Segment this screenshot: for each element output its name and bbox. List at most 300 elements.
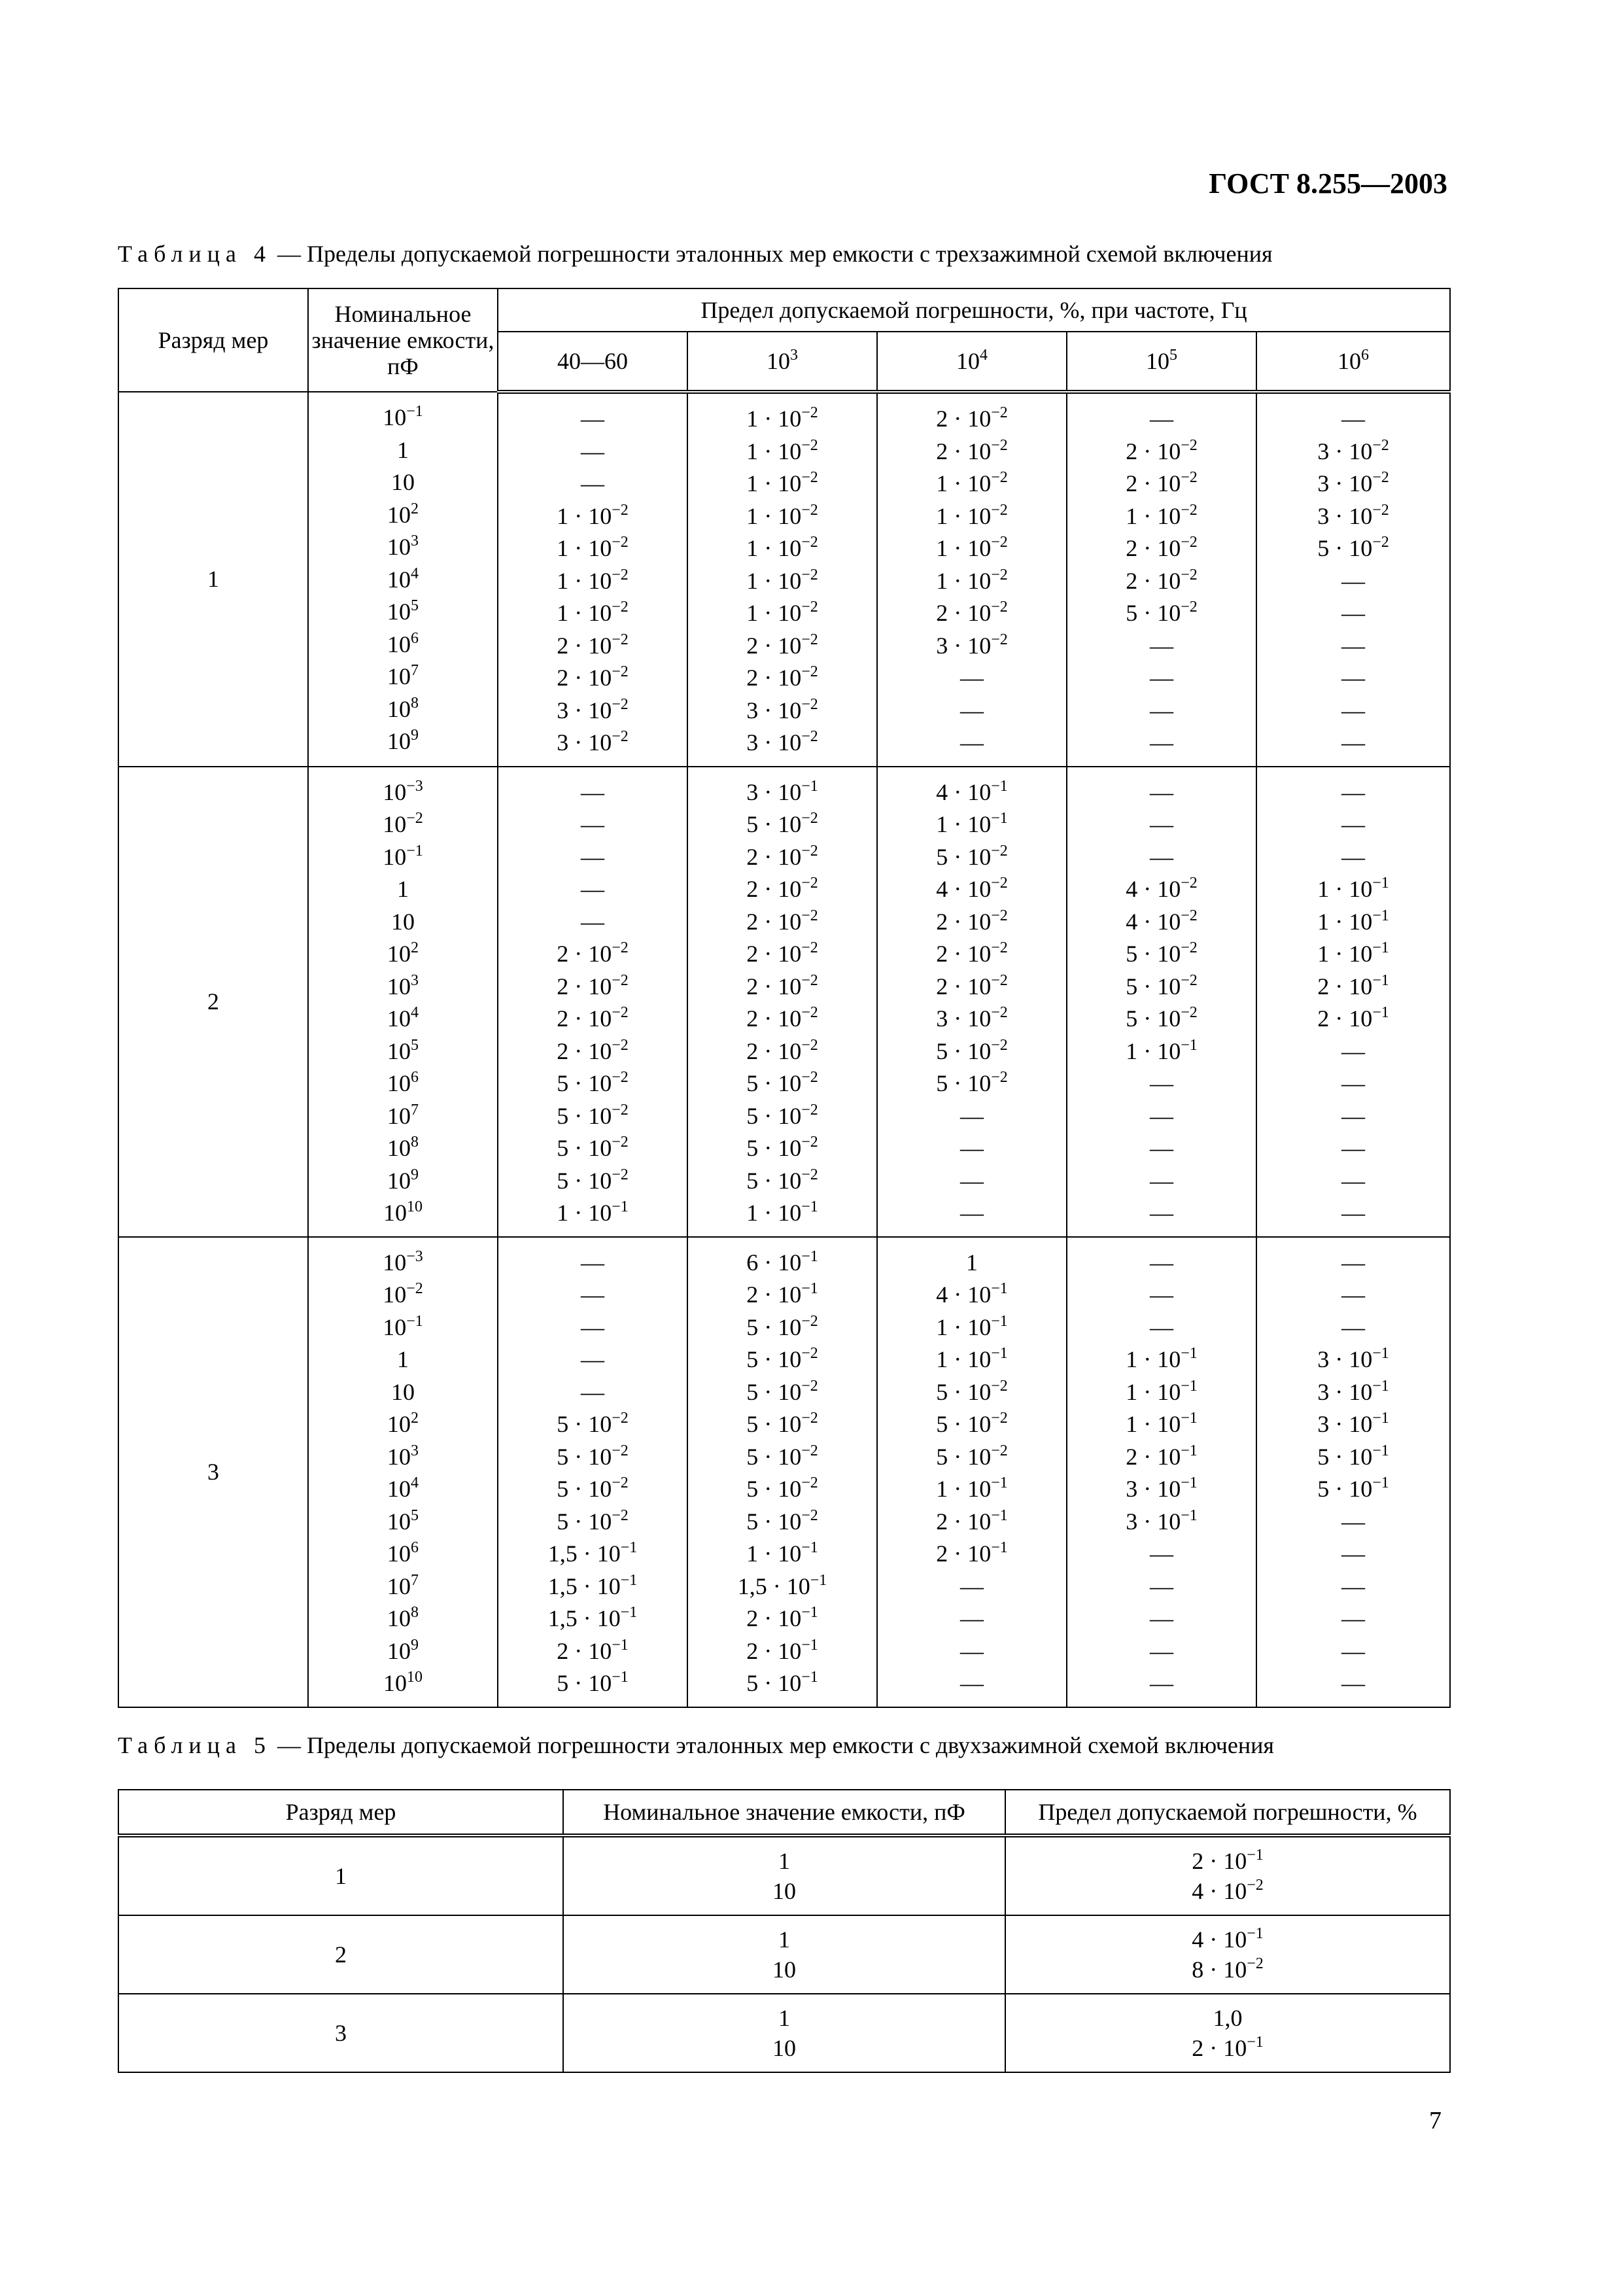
table4-value: $1 \cdot 10^{-2}$ <box>936 566 1008 594</box>
table4-value: $2 \cdot 10^{-2}$ <box>1126 469 1198 496</box>
table4-value: $2 \cdot 10^{-2}$ <box>557 971 629 1000</box>
table4-value: — <box>1341 567 1366 594</box>
table4-header-freq: $10^3$ <box>687 332 877 392</box>
table4-value: $3 \cdot 10^{-1}$ <box>1317 1377 1389 1405</box>
table4-limit-cell <box>1067 767 1256 1237</box>
table4-value: — <box>960 1200 984 1226</box>
table4-value: $3 \cdot 10^{-2}$ <box>746 695 818 723</box>
table4-value: $5 \cdot 10^{-2}$ <box>557 1166 629 1194</box>
table4-value: $5 \cdot 10^{-2}$ <box>936 842 1008 870</box>
table4-value: $4 \cdot 10^{-2}$ <box>936 875 1008 902</box>
table4-value: $5 \cdot 10^{-1}$ <box>557 1669 629 1696</box>
table4-value: $1 \cdot 10^{-2}$ <box>557 501 629 529</box>
table4-value: $1 \cdot 10^{-2}$ <box>746 404 818 432</box>
table4-value: $1 \cdot 10^{-1}$ <box>936 1345 1008 1372</box>
table4-value: $2 \cdot 10^{-2}$ <box>1126 436 1198 464</box>
table4-value: $2 \cdot 10^{-2}$ <box>936 971 1008 1000</box>
table4-value: — <box>1341 1313 1366 1340</box>
table4-value: $1,5 \cdot 10^{-1}$ <box>547 1539 638 1567</box>
table4-value: $10^4$ <box>387 1474 419 1502</box>
table4-value: $10^2$ <box>387 939 419 967</box>
table4-value: — <box>581 470 604 496</box>
table4-value: $6 \cdot 10^{-1}$ <box>746 1247 818 1276</box>
table4-value: — <box>1150 1167 1173 1194</box>
table4-header-freq: $10^5$ <box>1067 332 1256 392</box>
table4-value: — <box>1150 843 1173 870</box>
table4-value: — <box>960 1637 984 1664</box>
table4-value: $1 \cdot 10^{-1}$ <box>1317 875 1389 902</box>
table4-value: $10^{-1}$ <box>383 403 423 430</box>
table4 <box>118 288 1451 1708</box>
table5-caption-lead: Таблица 5 <box>118 1732 271 1758</box>
table4-value: $1 \cdot 10^{-1}$ <box>1126 1377 1198 1405</box>
table4-value: $10^6$ <box>387 1539 419 1567</box>
table4-value: $5 \cdot 10^{-2}$ <box>1126 1004 1198 1032</box>
table4-value: $5 \cdot 10^{-1}$ <box>1317 1474 1389 1502</box>
table5-nominal-cell <box>563 1835 1005 1915</box>
table4-value: — <box>1150 1200 1173 1226</box>
table4-value: $1 \cdot 10^{-2}$ <box>746 566 818 594</box>
table4-value: $2 \cdot 10^{-2}$ <box>746 875 818 902</box>
table4-value: — <box>1341 665 1366 691</box>
table4-limit-cell <box>877 767 1067 1237</box>
table4-value: $2 \cdot 10^{-2}$ <box>746 842 818 870</box>
table4-value: $2 \cdot 10^{-2}$ <box>557 631 629 659</box>
table4-value: — <box>1341 600 1366 626</box>
table4-value: — <box>1341 632 1366 659</box>
table4-value: — <box>581 908 604 935</box>
table4-limit-cell <box>1067 392 1256 767</box>
table4-value: — <box>1341 729 1366 756</box>
table4-header-freq: $10^6$ <box>1256 332 1450 392</box>
table4-value: $5 \cdot 10^{-2}$ <box>557 1069 629 1096</box>
table4-value: $5 \cdot 10^{-2}$ <box>936 1036 1008 1064</box>
table4-value: — <box>960 665 984 691</box>
table4-limit-cell <box>498 392 687 767</box>
table4-value: $2 \cdot 10^{-2}$ <box>557 939 629 967</box>
table5-row <box>118 1915 1450 1994</box>
table4-value: $10^6$ <box>387 1069 419 1096</box>
table4-value: $2 \cdot 10^{-2}$ <box>1126 534 1198 561</box>
table4-value: $10^7$ <box>387 1101 419 1129</box>
table4-value: — <box>581 811 604 837</box>
table4-value: $1 \cdot 10^{-1}$ <box>1317 907 1389 935</box>
table4-value: $10^{-2}$ <box>383 1280 423 1308</box>
table4-value: $10^9$ <box>387 1636 419 1664</box>
table4-value: $2 \cdot 10^{-1}$ <box>1317 971 1389 1000</box>
table4-value: $10^{10}$ <box>383 1198 423 1226</box>
table4-value: 10 <box>391 469 415 495</box>
table4-limit-cell <box>687 1237 877 1707</box>
table5-value: $4 \cdot 10^{-2}$ <box>1192 1877 1264 1904</box>
table4-value: $10^4$ <box>387 565 419 593</box>
table4-value: — <box>1341 697 1366 723</box>
table4-value: $1 \cdot 10^{-1}$ <box>1126 1345 1198 1372</box>
table5-value: $2 \cdot 10^{-1}$ <box>1192 2034 1264 2061</box>
table4-value: — <box>581 1378 604 1405</box>
table4-value: $3 \cdot 10^{-2}$ <box>936 1004 1008 1032</box>
table4-value: — <box>1341 778 1366 805</box>
table4-value: $5 \cdot 10^{-2}$ <box>557 1134 629 1161</box>
table4-value: $10^9$ <box>387 727 419 754</box>
table4-value: — <box>581 843 604 870</box>
table4-value: $5 \cdot 10^{-2}$ <box>557 1410 629 1437</box>
table4-value: $3 \cdot 10^{-2}$ <box>557 728 629 756</box>
table4-value: $10^5$ <box>387 1506 419 1535</box>
table4-limit-cell <box>498 1237 687 1707</box>
table4-value: $2 \cdot 10^{-2}$ <box>746 1004 818 1032</box>
table4-value: $2 \cdot 10^{-2}$ <box>557 1036 629 1064</box>
table4-value: $2 \cdot 10^{-1}$ <box>1317 1004 1389 1032</box>
table4-value: $2 \cdot 10^{-2}$ <box>746 971 818 1000</box>
table4-value: 10 <box>391 1378 415 1405</box>
table4-value: $2 \cdot 10^{-1}$ <box>936 1506 1008 1535</box>
table4-value: $10^4$ <box>387 1004 419 1032</box>
table4-value: $10^8$ <box>387 1604 419 1631</box>
table4-value: $10^{-1}$ <box>383 1312 423 1340</box>
table4-limit-cell <box>687 392 877 767</box>
table4-value: — <box>581 1346 604 1372</box>
table5-value: 1,0 <box>1213 2005 1243 2031</box>
table5-value: $8 \cdot 10^{-2}$ <box>1192 1955 1264 1983</box>
table4-nominal-cell <box>308 392 498 767</box>
table4-nominal-cell <box>308 767 498 1237</box>
table4-value: $2 \cdot 10^{-2}$ <box>746 631 818 659</box>
table4-limit-cell <box>877 1237 1067 1707</box>
table4-caption <box>118 239 1445 268</box>
table4-value: 1 <box>397 876 409 902</box>
table4-value: $2 \cdot 10^{-2}$ <box>557 663 629 691</box>
table4-value: $1 \cdot 10^{-2}$ <box>746 534 818 561</box>
table4-value: $2 \cdot 10^{-1}$ <box>746 1604 818 1631</box>
table4-value: $2 \cdot 10^{-2}$ <box>936 939 1008 967</box>
table4-row-group <box>118 767 1450 1237</box>
table4-value: $1 \cdot 10^{-1}$ <box>746 1539 818 1567</box>
table5-value: $4 \cdot 10^{-1}$ <box>1192 1925 1264 1953</box>
table4-value: $5 \cdot 10^{-1}$ <box>746 1669 818 1696</box>
table5-header-grade: Разряд мер <box>118 1790 563 1835</box>
table5-row <box>118 1994 1450 2072</box>
table4-limit-cell <box>1256 392 1450 767</box>
table4-value: $2 \cdot 10^{-1}$ <box>746 1636 818 1664</box>
table4-limit-cell <box>687 767 877 1237</box>
table4-value: $1 \cdot 10^{-2}$ <box>1126 501 1198 529</box>
table4-header-grade: Разряд мер <box>118 288 308 392</box>
table4-value: $5 \cdot 10^{-2}$ <box>746 1345 818 1372</box>
table5-value: $2 \cdot 10^{-1}$ <box>1192 1847 1264 1874</box>
table4-value: — <box>1150 632 1173 659</box>
table4-value: — <box>1150 1281 1173 1308</box>
document-code: ГОСТ 8.255—2003 <box>1209 167 1447 200</box>
table5-nominal-cell <box>563 1915 1005 1994</box>
table4-value: $10^5$ <box>387 1036 419 1064</box>
table4-value: $1 \cdot 10^{-1}$ <box>1126 1036 1198 1064</box>
table4-value: $3 \cdot 10^{-1}$ <box>746 777 818 805</box>
table4-value: — <box>1150 1135 1173 1161</box>
table4-value: — <box>1150 406 1173 432</box>
table4-value: $10^3$ <box>387 971 419 1000</box>
table4-value: $10^{-1}$ <box>383 842 423 870</box>
table4-value: — <box>1341 1135 1366 1161</box>
table4-value: — <box>1341 1670 1366 1696</box>
table4-value: — <box>581 1313 604 1340</box>
table4-limit-cell <box>1256 1237 1450 1707</box>
table4-value: $2 \cdot 10^{-2}$ <box>746 907 818 935</box>
table4-value: $1 \cdot 10^{-2}$ <box>746 469 818 496</box>
table4-value: — <box>1150 729 1173 756</box>
table4-value: $5 \cdot 10^{-2}$ <box>936 1377 1008 1405</box>
table4-value: — <box>960 1167 984 1194</box>
table4-value: — <box>960 1605 984 1631</box>
table4-value: $1 \cdot 10^{-2}$ <box>936 501 1008 529</box>
table4-header-nominal: Номинальное значение емкости, пФ <box>308 288 498 392</box>
table4-value: $5 \cdot 10^{-2}$ <box>746 1312 818 1340</box>
table4-value: — <box>960 1670 984 1696</box>
table4-value: $1 \cdot 10^{-2}$ <box>746 436 818 464</box>
table5-caption-text: — Пределы допускаемой погрешности эталонных мер емкости с двухзажимной схемой включения <box>271 1732 1274 1758</box>
table4-grade-cell: 1 <box>118 392 308 767</box>
table4-value: $5 \cdot 10^{-2}$ <box>936 1442 1008 1470</box>
table4-limit-cell <box>1256 767 1450 1237</box>
table4-value: $10^3$ <box>387 1442 419 1470</box>
table4-value: $10^2$ <box>387 1410 419 1437</box>
table5-header-nominal: Номинальное значение емкости, пФ <box>563 1790 1005 1835</box>
table5-value: 1 <box>778 1926 790 1953</box>
table4-value: — <box>581 406 604 432</box>
table4-value: $10^5$ <box>387 597 419 625</box>
table4-limit-cell <box>1067 1237 1256 1707</box>
table4-value: $1 \cdot 10^{-1}$ <box>1317 939 1389 967</box>
table4-value: $1 \cdot 10^{-2}$ <box>746 501 818 529</box>
table4-value: $5 \cdot 10^{-2}$ <box>746 1442 818 1470</box>
table4-value: $10^{-3}$ <box>383 777 423 805</box>
table4-value: $5 \cdot 10^{-2}$ <box>746 1377 818 1405</box>
table4-value: $1 \cdot 10^{-2}$ <box>936 469 1008 496</box>
table4-value: — <box>1150 697 1173 723</box>
table4-value: — <box>960 1135 984 1161</box>
table4-value: $2 \cdot 10^{-2}$ <box>936 404 1008 432</box>
table4-value: $5 \cdot 10^{-2}$ <box>936 1069 1008 1096</box>
table4-value: $2 \cdot 10^{-2}$ <box>746 939 818 967</box>
table4-value: 10 <box>391 908 415 935</box>
table5-grade-cell: 2 <box>118 1915 563 1994</box>
table4-value: 1 <box>966 1249 978 1276</box>
table4-value: $5 \cdot 10^{-2}$ <box>936 1410 1008 1437</box>
table4-value: — <box>581 876 604 902</box>
table4-caption-text: — Пределы допускаемой погрешности эталонных мер емкости с трехзажимной схемой включения <box>271 241 1273 267</box>
table4-value: $3 \cdot 10^{-2}$ <box>1317 501 1389 529</box>
table4-header-freq: $10^4$ <box>877 332 1067 392</box>
table4-value: $5 \cdot 10^{-2}$ <box>1126 971 1198 1000</box>
table4-value: — <box>1341 1102 1366 1129</box>
table5-value: 1 <box>778 1848 790 1874</box>
table4-value: — <box>1150 1637 1173 1664</box>
table4-value: $5 \cdot 10^{-2}$ <box>746 1474 818 1502</box>
table4-value: $2 \cdot 10^{-2}$ <box>936 599 1008 626</box>
table4-value: $1 \cdot 10^{-1}$ <box>557 1198 629 1226</box>
table4-value: $1,5 \cdot 10^{-1}$ <box>547 1604 638 1631</box>
table4-value: — <box>581 778 604 805</box>
table4-value: — <box>1150 1313 1173 1340</box>
table5-grade-cell: 1 <box>118 1835 563 1915</box>
table4-value: — <box>1150 1573 1173 1599</box>
table5-limit-cell <box>1005 1994 1450 2072</box>
table4-value: $5 \cdot 10^{-1}$ <box>1317 1442 1389 1470</box>
table4-value: $4 \cdot 10^{-2}$ <box>1126 875 1198 902</box>
table4-value: $10^7$ <box>387 1571 419 1599</box>
table4-value: $5 \cdot 10^{-2}$ <box>1317 534 1389 561</box>
table5-value: 1 <box>778 2005 790 2031</box>
table4-value: — <box>1150 1249 1173 1276</box>
table4-value: $3 \cdot 10^{-1}$ <box>1126 1506 1198 1535</box>
table4-value: $10^{10}$ <box>383 1669 423 1696</box>
table4-value: $5 \cdot 10^{-2}$ <box>746 1069 818 1096</box>
table4-value: $2 \cdot 10^{-2}$ <box>746 1036 818 1064</box>
table5-header-limit: Предел допускаемой погрешности, % <box>1005 1790 1450 1835</box>
table4-value: $2 \cdot 10^{-2}$ <box>557 1004 629 1032</box>
table4-grade-cell: 2 <box>118 767 308 1237</box>
table4-value: 1 <box>397 1346 409 1372</box>
table4-value: — <box>1341 1167 1366 1194</box>
table4-value: — <box>1341 1249 1366 1276</box>
table4-value: $10^{-3}$ <box>383 1247 423 1276</box>
table4-value: $2 \cdot 10^{-1}$ <box>1126 1442 1198 1470</box>
table4-value: $1,5 \cdot 10^{-1}$ <box>737 1571 827 1599</box>
table4-value: $3 \cdot 10^{-1}$ <box>1317 1410 1389 1437</box>
table4-value: $2 \cdot 10^{-2}$ <box>746 663 818 691</box>
table4-value: — <box>1341 406 1366 432</box>
table4-value: — <box>1150 778 1173 805</box>
table4-value: — <box>1341 843 1366 870</box>
table4-value: — <box>960 697 984 723</box>
table4-value: $4 \cdot 10^{-1}$ <box>936 1280 1008 1308</box>
table4-value: — <box>1341 1200 1366 1226</box>
table5-row <box>118 1835 1450 1915</box>
table4-value: $4 \cdot 10^{-2}$ <box>1126 907 1198 935</box>
table4-value: $2 \cdot 10^{-1}$ <box>557 1636 629 1664</box>
table4-value: — <box>1150 1540 1173 1567</box>
table4-caption-lead: Таблица 4 <box>118 241 271 267</box>
table4-value: $10^6$ <box>387 629 419 657</box>
table4-nominal-cell <box>308 1237 498 1707</box>
table4-value: — <box>1341 1070 1366 1096</box>
table4-value: $1 \cdot 10^{-2}$ <box>936 534 1008 561</box>
table4-value: — <box>1341 1605 1366 1631</box>
table4-value: $3 \cdot 10^{-2}$ <box>1317 436 1389 464</box>
table4-value: $3 \cdot 10^{-1}$ <box>1317 1345 1389 1372</box>
table4-value: $10^8$ <box>387 1134 419 1161</box>
table4-value: $1 \cdot 10^{-1}$ <box>746 1198 818 1226</box>
table4-value: — <box>1341 1281 1366 1308</box>
table4-value: $1 \cdot 10^{-1}$ <box>1126 1410 1198 1437</box>
table4-limit-cell <box>877 392 1067 767</box>
table4-value: — <box>1341 1037 1366 1064</box>
table4-row-group <box>118 392 1450 767</box>
table4-value: $2 \cdot 10^{-2}$ <box>1126 566 1198 594</box>
table4-value: — <box>1150 1070 1173 1096</box>
table5-caption <box>118 1731 1445 1760</box>
table4-value: $5 \cdot 10^{-2}$ <box>746 1506 818 1535</box>
table4-header-limit: Предел допускаемой погрешности, %, при частоте, Гц <box>498 288 1450 332</box>
table5-limit-cell <box>1005 1835 1450 1915</box>
table4-value: $5 \cdot 10^{-2}$ <box>746 810 818 837</box>
table4-value: — <box>1150 1605 1173 1631</box>
table4-row-group <box>118 1237 1450 1707</box>
table4-value: $1 \cdot 10^{-1}$ <box>936 810 1008 837</box>
table4-value: $5 \cdot 10^{-2}$ <box>746 1134 818 1161</box>
table4-value: $10^9$ <box>387 1166 419 1194</box>
table4-value: $5 \cdot 10^{-2}$ <box>746 1166 818 1194</box>
table4-value: — <box>1341 1573 1366 1599</box>
table4-value: $5 \cdot 10^{-2}$ <box>1126 939 1198 967</box>
table4-value: $5 \cdot 10^{-2}$ <box>746 1410 818 1437</box>
table4-value: $4 \cdot 10^{-1}$ <box>936 777 1008 805</box>
table4-value: $3 \cdot 10^{-2}$ <box>557 695 629 723</box>
table4-value: — <box>581 438 604 464</box>
table5-value: 10 <box>772 1878 796 1904</box>
table4-value: $5 \cdot 10^{-2}$ <box>1126 599 1198 626</box>
table4-value: $1 \cdot 10^{-2}$ <box>557 599 629 626</box>
table4-value: $3 \cdot 10^{-2}$ <box>1317 469 1389 496</box>
table4-value: — <box>960 1573 984 1599</box>
table4-value: $1 \cdot 10^{-2}$ <box>746 599 818 626</box>
table4-value: $5 \cdot 10^{-2}$ <box>557 1474 629 1502</box>
table5-grade-cell: 3 <box>118 1994 563 2072</box>
table4-value: — <box>960 1102 984 1129</box>
table4-value: $5 \cdot 10^{-2}$ <box>746 1101 818 1129</box>
table5-nominal-cell <box>563 1994 1005 2072</box>
table4-value: 1 <box>397 436 409 463</box>
table4-value: $1 \cdot 10^{-2}$ <box>557 534 629 561</box>
table4-value: $3 \cdot 10^{-1}$ <box>1126 1474 1198 1502</box>
table4-value: — <box>1150 811 1173 837</box>
table5-limit-cell <box>1005 1915 1450 1994</box>
table5-value: 10 <box>772 1957 796 1983</box>
table4-value: $3 \cdot 10^{-2}$ <box>936 631 1008 659</box>
table4-value: $10^{-2}$ <box>383 810 423 837</box>
table4-value: $1 \cdot 10^{-1}$ <box>936 1474 1008 1502</box>
table4-value: $2 \cdot 10^{-2}$ <box>936 436 1008 464</box>
table4-value: $2 \cdot 10^{-1}$ <box>936 1539 1008 1567</box>
page-number: 7 <box>1429 2107 1442 2134</box>
table4-value: $3 \cdot 10^{-2}$ <box>746 728 818 756</box>
table5-value: 10 <box>772 2035 796 2061</box>
table4-value: — <box>581 1281 604 1308</box>
table4-grade-cell: 3 <box>118 1237 308 1707</box>
table4-value: $5 \cdot 10^{-2}$ <box>557 1101 629 1129</box>
table4-value: — <box>1341 811 1366 837</box>
table4-value: $1 \cdot 10^{-2}$ <box>557 566 629 594</box>
table4-value: — <box>1341 1508 1366 1535</box>
table4-value: $5 \cdot 10^{-2}$ <box>557 1506 629 1535</box>
table4-value: — <box>960 729 984 756</box>
table4-value: $10^7$ <box>387 662 419 689</box>
table4-value: — <box>1341 1637 1366 1664</box>
table4-header-freq: 40—60 <box>498 332 687 392</box>
table4-value: $1 \cdot 10^{-1}$ <box>936 1312 1008 1340</box>
table4-value: — <box>1150 1102 1173 1129</box>
table4-value: — <box>1150 665 1173 691</box>
table4-value: $10^8$ <box>387 694 419 722</box>
table4-value: $5 \cdot 10^{-2}$ <box>557 1442 629 1470</box>
table4-value: $10^2$ <box>387 500 419 528</box>
table4-value: $2 \cdot 10^{-2}$ <box>936 907 1008 935</box>
table4-value: — <box>581 1249 604 1276</box>
table4-value: — <box>1341 1540 1366 1567</box>
table4-value: $2 \cdot 10^{-1}$ <box>746 1280 818 1308</box>
table5 <box>118 1789 1451 2073</box>
table4-value: $10^3$ <box>387 532 419 560</box>
